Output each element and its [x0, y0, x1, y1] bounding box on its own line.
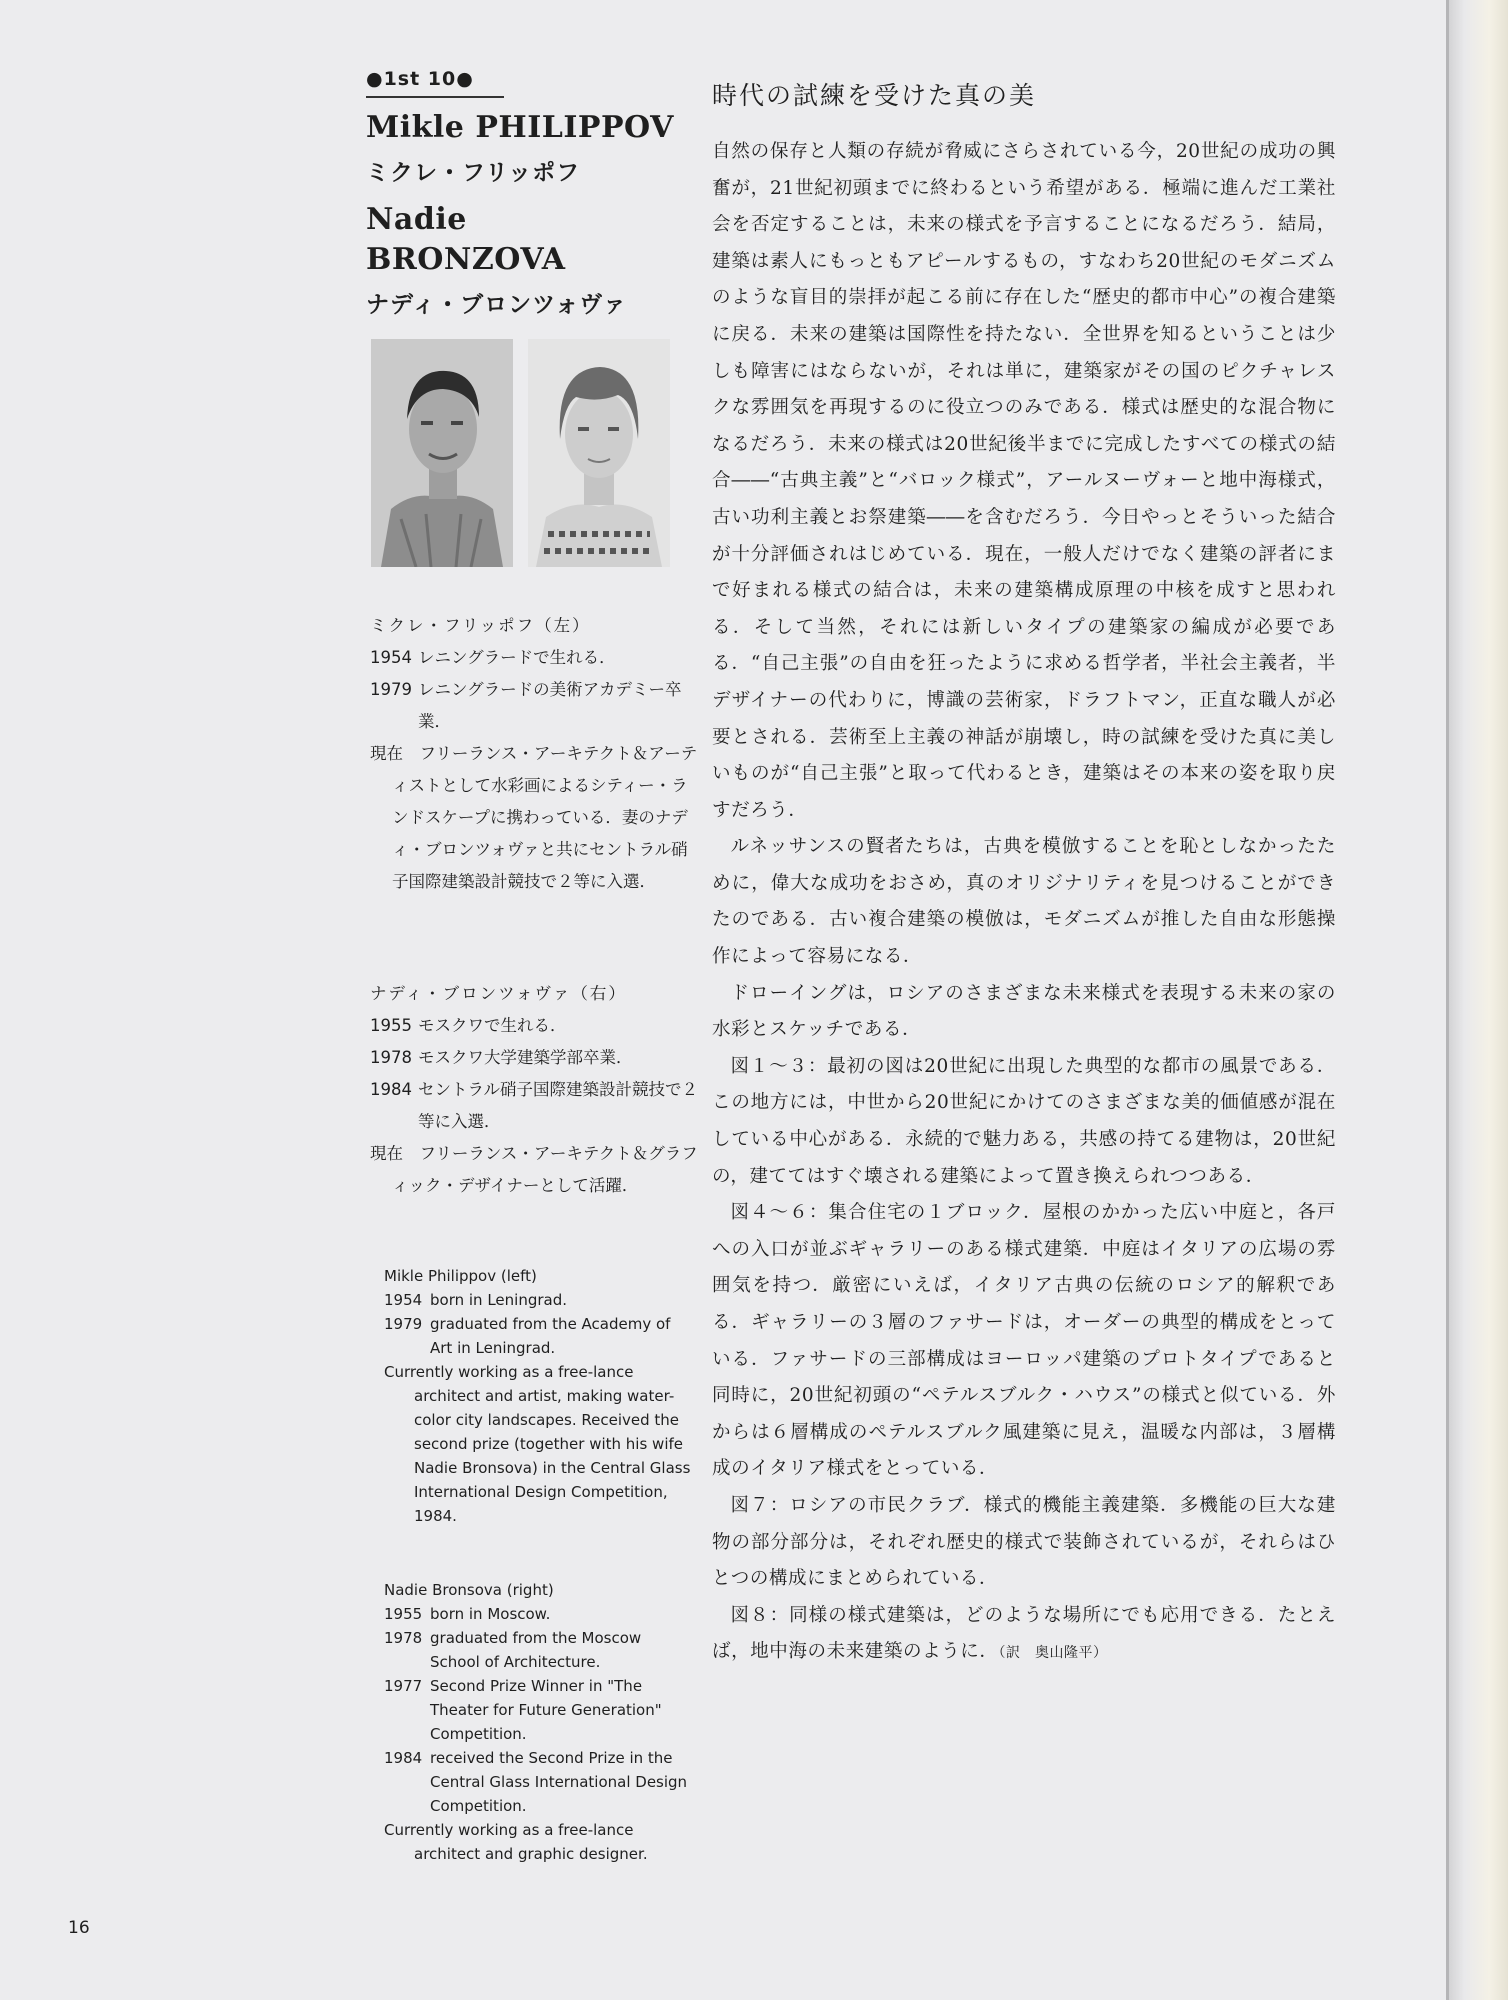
designer2-name-jp: ナディ・ブロンツォヴァ — [366, 292, 628, 318]
bio-current: Currently working as a free-lance architect and artist, making water-color city landscapes. Received the second prize (together with his wife Nadie Bronsova) in the Central Glass International Design Competition, 1984. — [384, 1363, 691, 1525]
article-body — [712, 134, 1336, 1672]
bio-current: 現在 フリーランス・アーキテクト＆グラフィック・デザイナーとして活躍． — [370, 1144, 698, 1195]
article-paragraph: 図７：ロシアの市民クラブ．様式的機能主義建築．多機能の巨大な建物の部分部分は，それぞれ歴史的様式で装飾されているが，それらはひとつの構成にまとめられている． — [712, 1494, 1336, 1590]
bio-current: Currently working as a free-lance architect and graphic designer. — [384, 1821, 648, 1863]
bio-text: graduated from the Moscow School of Architecture. — [430, 1629, 642, 1671]
bio-text: received the Second Prize in the Central Glass International Design Competition. — [430, 1749, 688, 1815]
bio-current: 現在 フリーランス・アーキテクト＆アーティストとして水彩画によるシティー・ランドスケープに携わっている．妻のナディ・ブロンツォヴァと共にセントラル硝子国際建築設計競技で２等に入選． — [370, 744, 698, 891]
article-paragraph: 図４～６：集合住宅の１ブロック．屋根のかかった広い中庭と，各戸への入口が並ぶギャラリーのある様式建築．中庭はイタリアの広場の雰囲気を持つ．厳密にいえば，イタリア古典の伝統のロシア的解釈である．ギャラリーの３層のファサードは，オーダーの典型的構成をとっている．ファサードの三部構成はヨーロッパ建築のプロトタイプであると同時に，20世紀初頭の“ペテルスブルク・ハウス”の様式と似ている．外からは６層構成のペテルスブルク風建築に見え，温暖な内部は，３層構成のイタリア様式をとっている． — [712, 1202, 1336, 1480]
bio-en-philippov — [384, 1264, 694, 1528]
bio-jp-philippov — [370, 610, 700, 898]
bio-year: 1984 — [384, 1749, 423, 1767]
bio-heading: Nadie Bronsova (right) — [384, 1581, 554, 1599]
bio-year: 1979 — [370, 680, 412, 699]
designer2-name-en-line1: Nadie — [366, 202, 467, 237]
bio-text: モスクワで生れる． — [418, 1016, 567, 1035]
bio-text: レニングラードの美術アカデミー卒業． — [418, 680, 682, 731]
bio-text: Second Prize Winner in "The Theater for Future Generation" Competition. — [430, 1677, 662, 1743]
bio-item — [370, 1074, 700, 1138]
bio-jp-bronzova — [370, 978, 700, 1202]
bio-item — [384, 1602, 694, 1626]
portrait-photo-right — [528, 339, 670, 567]
article-paragraph: ドローイングは，ロシアのさまざまな未来様式を表現する未来の家の水彩とスケッチである． — [712, 982, 1336, 1041]
bio-year: 1955 — [384, 1605, 423, 1623]
bio-text: セントラル硝子国際建築設計競技で２等に入選． — [418, 1080, 699, 1131]
bio-text: モスクワ大学建築学部卒業． — [418, 1048, 633, 1067]
bio-text: born in Leningrad. — [430, 1291, 567, 1309]
translator-credit: （訳 奥山隆平） — [998, 1645, 1108, 1662]
bio-text: born in Moscow. — [430, 1605, 551, 1623]
bio-item — [370, 1042, 700, 1074]
designer1-name-jp: ミクレ・フリッポフ — [366, 160, 581, 186]
bio-heading: ミクレ・フリッポフ（左） — [370, 616, 591, 635]
designer1-name-en: Mikle PHILIPPOV — [366, 110, 674, 145]
bio-item — [370, 1010, 700, 1042]
bio-text: レニングラードで生れる． — [418, 648, 616, 667]
bio-year: 1979 — [384, 1315, 423, 1333]
bio-item — [370, 642, 700, 674]
article-paragraph-text: 図８：同様の様式建築は，どのような場所にでも応用できる．たとえば，地中海の未来建築のように． — [712, 1604, 1336, 1663]
article-paragraph: 図１～３：最初の図は20世紀に出現した典型的な都市の風景である．この地方には，中世から20世紀にかけてのさまざまな美的価値感が混在している中心がある．永続的で魅力ある，共感の持てる建物は，20世紀の，建ててはすぐ壊される建築によって置き換えられつつある． — [712, 1055, 1336, 1187]
bio-text: graduated from the Academy of Art in Leningrad. — [430, 1315, 671, 1357]
designer2-name-en-line2: BRONZOVA — [366, 242, 566, 277]
bio-item — [384, 1288, 694, 1312]
section-tag: ●1st 10● — [366, 68, 504, 98]
bio-year: 1954 — [370, 648, 412, 667]
bio-item — [384, 1674, 694, 1746]
bio-year: 1984 — [370, 1080, 412, 1099]
bio-year: 1978 — [370, 1048, 412, 1067]
bio-item — [384, 1626, 694, 1674]
portrait-photo-left — [371, 339, 513, 567]
article-paragraph — [712, 1598, 1336, 1672]
page-number: 16 — [68, 1918, 90, 1938]
bio-heading: ナディ・ブロンツォヴァ（右） — [370, 984, 627, 1003]
bio-heading: Mikle Philippov (left) — [384, 1267, 537, 1285]
article-paragraph: ルネッサンスの賢者たちは，古典を模倣することを恥としなかったために，偉大な成功をおさめ，真のオリジナリティを見つけることができたのである．古い複合建築の模倣は，モダニズムが推した自由な形態操作によって容易になる． — [712, 836, 1336, 968]
bio-item — [384, 1312, 694, 1360]
page-edge — [1446, 0, 1508, 2000]
bio-year: 1954 — [384, 1291, 423, 1309]
bio-year: 1978 — [384, 1629, 423, 1647]
article-paragraph: 自然の保存と人類の存続が脅威にさらされている今，20世紀の成功の興奮が，21世紀初頭までに終わるという希望がある．極端に進んだ工業社会を否定することは，未来の様式を予言することになるだろう．結局，建築は素人にもっともアピールするもの，すなわち20世紀のモダニズムのような盲目的崇拝が起こる前に存在した“歴史的都市中心”の複合建築に戻る．未来の建築は国際性を持たない．全世界を知るということは少しも障害にはならないが，それは単に，建築家がその国のピクチャレスクな雰囲気を再現するのに役立つのみである．様式は歴史的な混合物になるだろう．未来の様式は20世紀後半までに完成したすべての様式の結合――“古典主義”と“バロック様式”，アールヌーヴォーと地中海様式，古い功利主義とお祭建築――を含むだろう．今日やっとそういった結合が十分評価されはじめている．現在，一般人だけでなく建築の評者にまで好まれる様式の結合は，未来の建築構成原理の中核を成すと思われる．そして当然，それには新しいタイプの建築家の編成が必要である．“自己主張”の自由を狂ったように求める哲学者，半社会主義者，半デザイナーの代わりに，博識の芸術家，ドラフトマン，正直な職人が必要とされる．芸術至上主義の神話が崩壊し，時の試練を受けた真に美しいものが“自己主張”と取って代わるとき，建築はその本来の姿を取り戻すだろう． — [712, 141, 1336, 821]
bio-year: 1977 — [384, 1677, 423, 1695]
bio-year: 1955 — [370, 1016, 412, 1035]
bio-en-bronzova — [384, 1578, 694, 1866]
article-title: 時代の試練を受けた真の美 — [712, 81, 1037, 110]
bio-item — [384, 1746, 694, 1818]
bio-item — [370, 674, 700, 738]
